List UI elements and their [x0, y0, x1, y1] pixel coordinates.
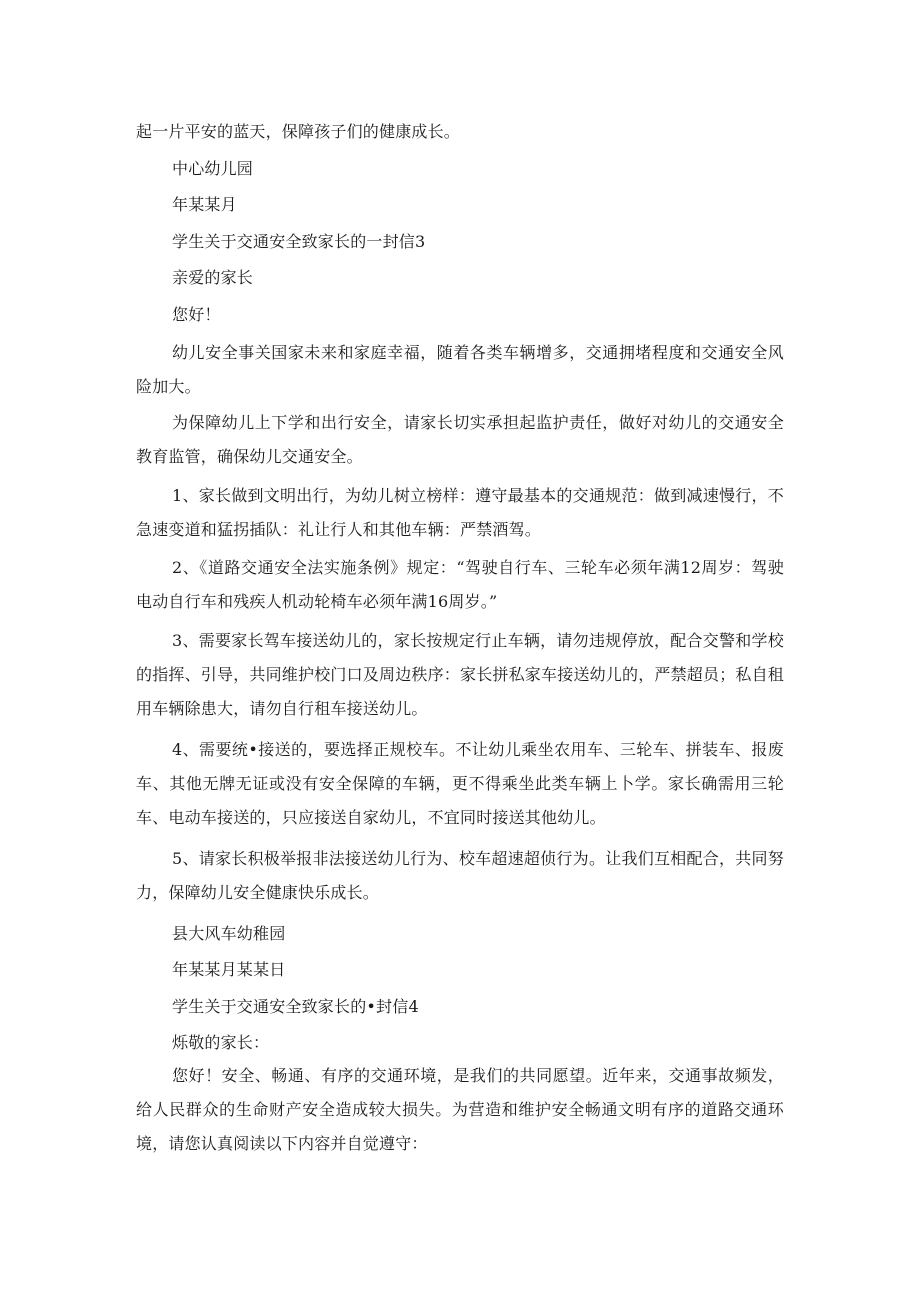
letter-title: 学生关于交通安全致家长的一封信3: [172, 232, 426, 251]
signature-date: 年某某月: [172, 195, 237, 214]
paragraph-continuation: 起一片平安的蓝天，保障孩子们的健康成长。: [136, 122, 461, 141]
paragraph: 为保障幼儿上下学和出行安全，请家长切实承担起监护责任，做好对幼儿的交通安全教育监管，确保幼儿交通安全。: [136, 413, 784, 466]
list-item: 5、请家长积极举报非法接送幼儿行为、校车超速超侦行为。让我们互相配合，共同努力，保障幼儿安全健康快乐成长。: [136, 849, 784, 902]
signature-date: 年某某月某某日: [172, 960, 286, 979]
list-item: 2、《道路交通安全法实施条例》规定：“驾驶自行车、三轮车必须年满12周岁：驾驶电动自行车和残疾人机动轮椅车必须年满16周岁。”: [136, 558, 784, 611]
signature-organization: 县大风车幼稚园: [172, 924, 286, 943]
signature-organization: 中心幼儿园: [172, 159, 254, 178]
list-item: 1、家长做到文明出行，为幼儿树立榜样：遵守最基本的交通规范：做到减速慢行，不急速变道和猛拐插队：礼让行人和其他车辆：严禁酒驾。: [136, 486, 784, 539]
list-item: 4、需要统•接送的，要选择正规校车。不让幼儿乘坐农用车、三轮车、拼装车、报废车、其他无牌无证或没有安全保障的车辆，更不得乘坐此类车辆上卜学。家长确需用三轮车、电动车接送的，只应接送自家幼儿，不宜同时接送其他幼儿。: [136, 740, 784, 827]
letter-title: 学生关于交通安全致家长的•封信4: [172, 997, 419, 1016]
letter-greeting: 亲爱的家长: [172, 268, 254, 287]
letter-salutation: 您好！: [172, 305, 221, 324]
list-item: 3、需要家长驾车接送幼儿的，家长按规定行止车辆，请勿违规停放，配合交警和学校的指挥、引导，共同维护校门口及周边秩序：家长拼私家车接送幼儿的，严禁超员；私自租用车辆除患大，请勿自行租车接送幼儿。: [136, 631, 785, 718]
paragraph: 您好！安全、畅通、有序的交通环境，是我们的共同愿望。近年来，交通事故频发，给人民群众的生命财产安全造成较大损失。为营造和维护安全畅通文明有序的道路交通环境，请您认真阅读以下内容并自觉遵守：: [136, 1066, 784, 1153]
paragraph: 幼儿安全事关国家未来和家庭幸福，随着各类车辆增多，交通拥堵程度和交通安全风险加大。: [136, 343, 784, 396]
letter-greeting: 烁敬的家长：: [172, 1033, 270, 1052]
